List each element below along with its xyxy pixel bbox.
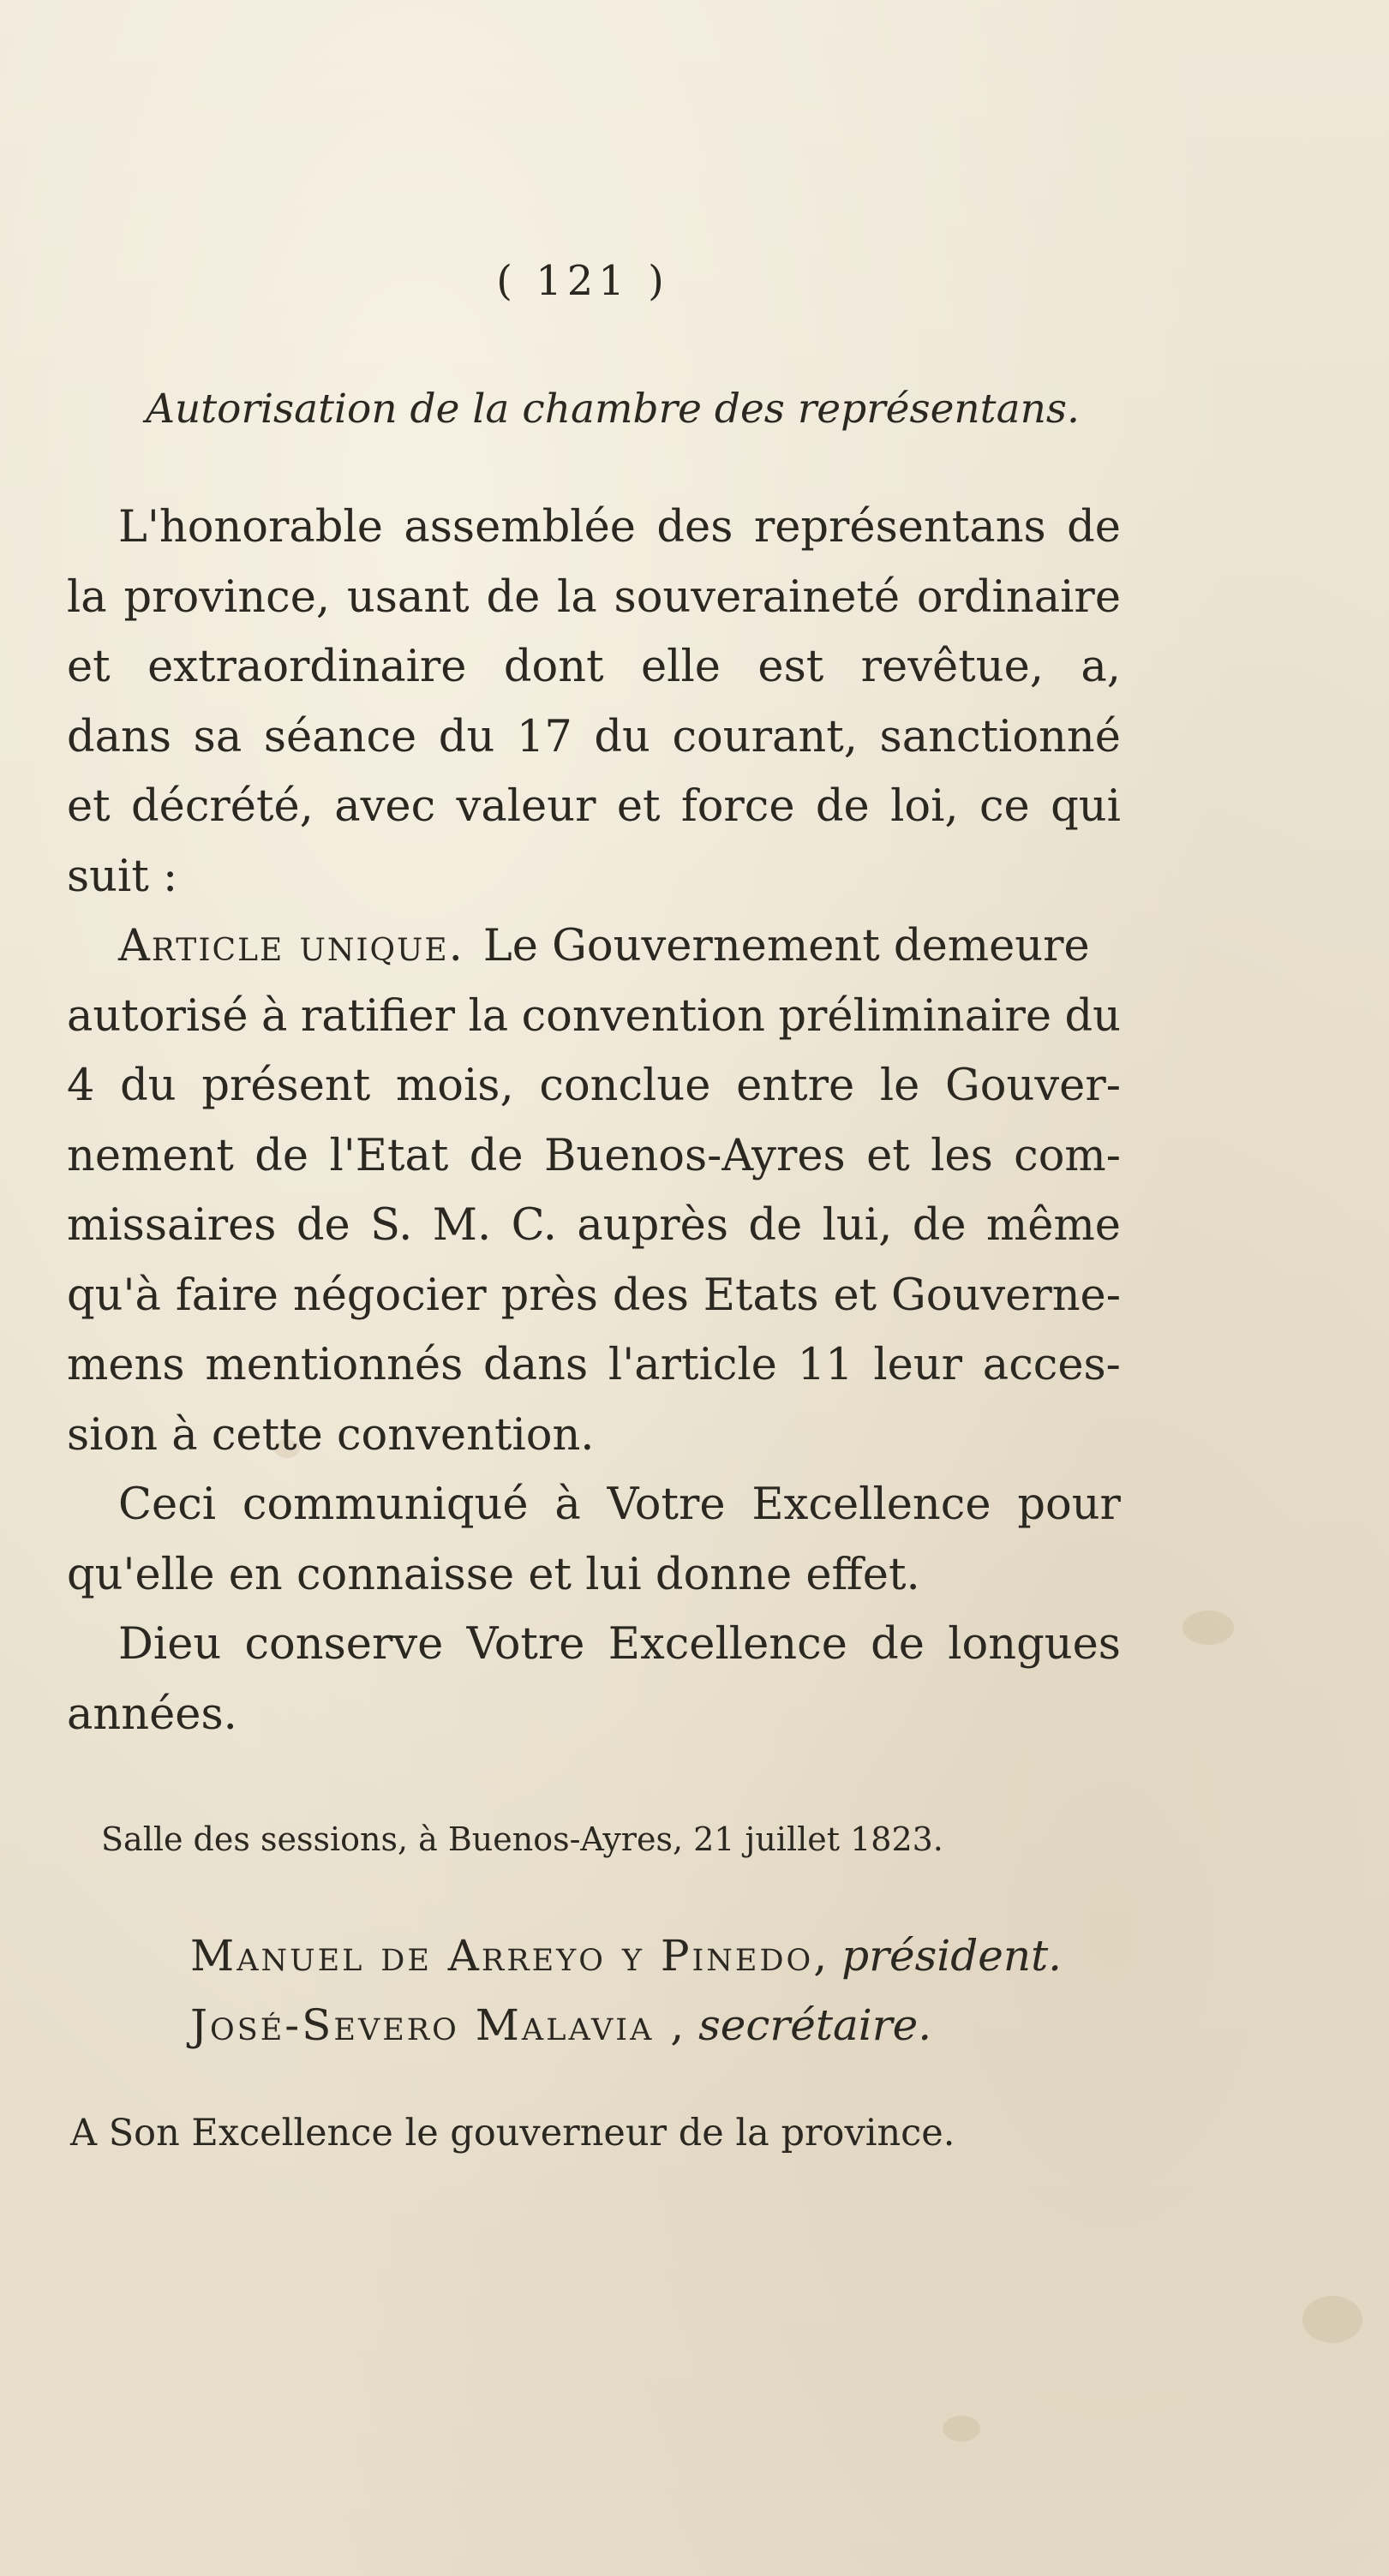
paragraph-line: L'honorable assemblée des représentans de: [118, 502, 1121, 553]
paragraph-line: et extraordinaire dont elle est revêtue, a,: [67, 642, 1121, 692]
article-first-line: [67, 911, 1121, 982]
article-label: Article unique.: [118, 921, 464, 971]
article-line: nement de l'Etat de Buenos-Ayres et les com-: [67, 1130, 1121, 1181]
signature-title: secrétaire.: [698, 2000, 932, 2050]
place-date: Salle des sessions, à Buenos-Ayres, 21 juillet 1823.: [101, 1820, 943, 1858]
closing-line: Dieu conserve Votre Excellence de longues: [118, 1619, 1121, 1670]
article-line: autorisé à ratifier la convention préliminaire du: [67, 990, 1121, 1042]
paper-stain: [1182, 1611, 1234, 1645]
article-line: qu'à faire négocier près des Etats et Gouverne-: [67, 1270, 1121, 1321]
paragraph-line: la province, usant de la souveraineté ordinaire: [67, 571, 1121, 623]
signature-secretary: [190, 1991, 1062, 2060]
paragraph-line: et décrété, avec valeur et force de loi, ce qui: [67, 781, 1121, 832]
signature-name: José-Severo Malavia ,: [190, 2000, 687, 2050]
signatures: [190, 1922, 1062, 2060]
closing-line: années.: [67, 1688, 237, 1740]
signature-president: [190, 1922, 1062, 1991]
paragraph-line: suit :: [67, 851, 178, 902]
addressee: A Son Excellence le gouverneur de la province.: [70, 2112, 955, 2155]
paper-stain: [1302, 2296, 1362, 2343]
article-line: sion à cette convention.: [67, 1409, 595, 1461]
article-line: mens mentionnés dans l'article 11 leur acces-: [67, 1340, 1121, 1390]
article-line: 4 du présent mois, conclue entre le Gouver-: [67, 1061, 1121, 1111]
closing-line: qu'elle en connaisse et lui donne effet.: [67, 1549, 920, 1600]
page-number: ( 121 ): [496, 257, 669, 305]
article-line: missaires de S. M. C. auprès de lui, de même: [67, 1200, 1121, 1251]
section-heading: Autorisation de la chambre des représentans.: [146, 386, 1080, 433]
closing-line: Ceci communiqué à Votre Excellence pour: [118, 1479, 1121, 1530]
body-text: [67, 493, 1121, 1749]
paper-stain: [943, 2416, 980, 2442]
paragraph-line: dans sa séance du 17 du courant, sanctionné: [67, 711, 1121, 762]
signature-title: président.: [841, 1931, 1063, 1981]
signature-name: Manuel de Arreyo y Pinedo,: [190, 1931, 830, 1981]
article-first-line-text: Le Gouvernement demeure: [482, 921, 1090, 971]
